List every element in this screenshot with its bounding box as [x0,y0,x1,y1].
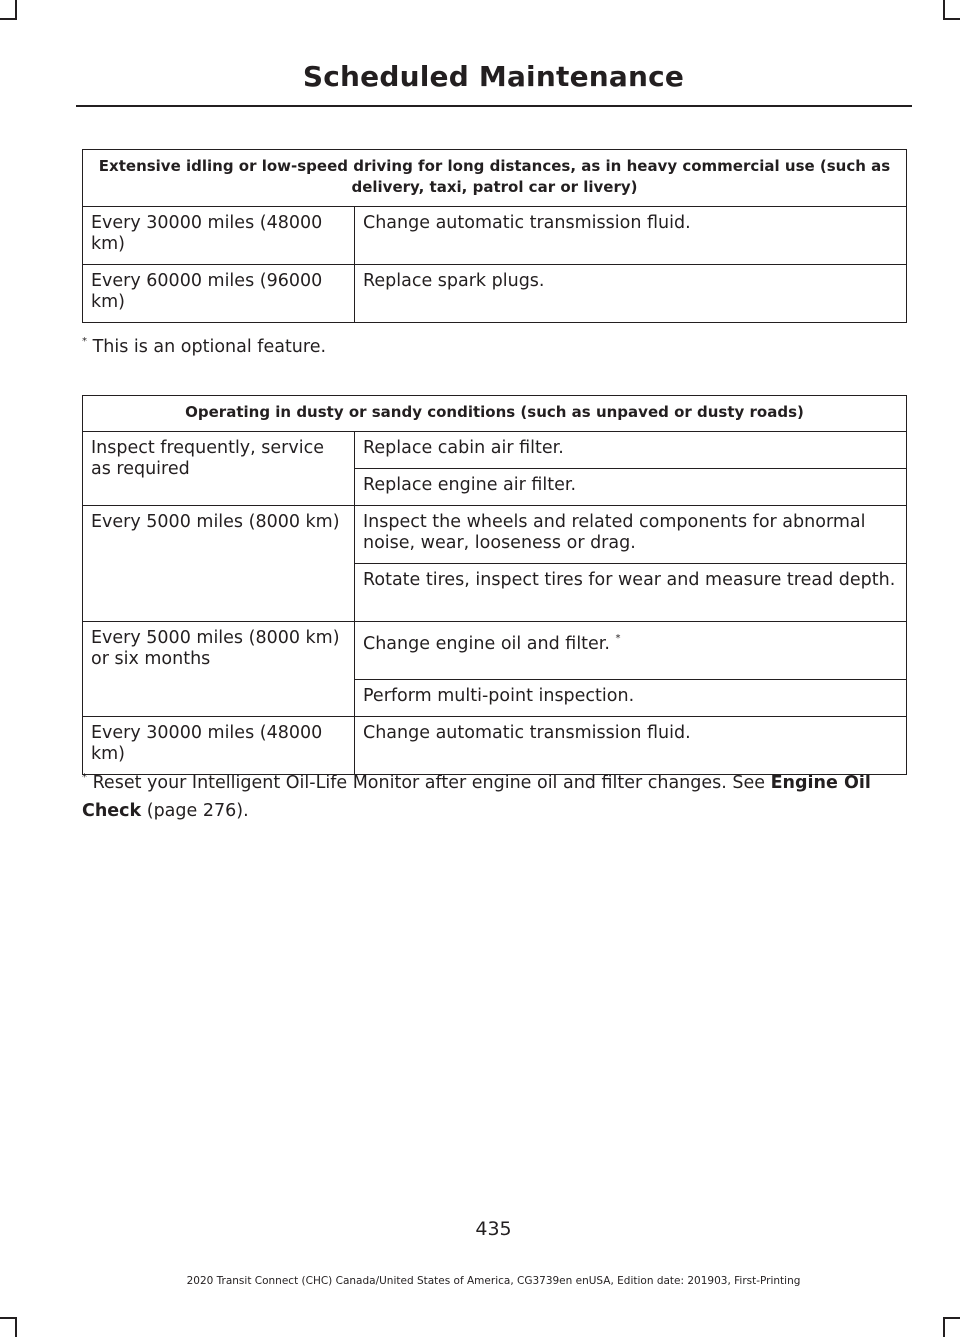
crop-mark [0,1317,17,1319]
maintenance-table-dusty [82,395,907,775]
task-cell [355,622,907,680]
task-cell: Replace engine air filter. [355,469,907,506]
page-number: 435 [475,1218,512,1240]
task-cell: Change automatic transmission fluid. [355,717,907,775]
crop-mark [943,0,945,20]
interval-cell: Every 30000 miles (48000 km) [83,717,355,775]
table-heading: Operating in dusty or sandy conditions (such as unpaved or dusty roads) [83,396,907,432]
crop-mark [15,0,17,20]
footnote-oil-life [82,764,912,825]
engine-oil-check-link[interactable]: Engine Oil Check [82,773,871,821]
task-cell: Perform multi-point inspection. [355,680,907,717]
table-heading: Extensive idling or low-speed driving for long distances, as in heavy commercial use (such as delivery, taxi, patrol car or livery) [83,150,907,207]
table-row [83,506,907,564]
interval-cell: Inspect frequently, service as required [83,432,355,506]
footnote-text: This is an optional feature. [87,337,327,357]
crop-mark [15,1317,17,1337]
maintenance-table-commercial [82,149,907,323]
table-row [83,207,907,265]
footnote-marker: * [82,336,87,347]
crop-mark [943,18,960,20]
edition-footer: 2020 Transit Connect (CHC) Canada/United States of America, CG3739en enUSA, Edition date: 201903, First-Printing [186,1275,801,1287]
task-cell: Rotate tires, inspect tires for wear and measure tread depth. [355,564,907,622]
page-reference: (page 276). [141,801,249,821]
interval-cell: Every 5000 miles (8000 km) or six months [83,622,355,717]
table-row [83,622,907,680]
task-cell: Replace cabin air filter. [355,432,907,469]
footnote-optional [82,328,912,361]
task-cell: Inspect the wheels and related components for abnormal noise, wear, looseness or drag. [355,506,907,564]
crop-mark [0,18,17,20]
task-text: Change engine oil and filter. [363,634,616,654]
crop-mark [943,1317,945,1337]
table-row [83,265,907,323]
interval-cell: Every 60000 miles (96000 km) [83,265,355,323]
footnote-marker: * [82,772,87,783]
page-title: Scheduled Maintenance [302,60,685,93]
interval-cell: Every 5000 miles (8000 km) [83,506,355,622]
crop-mark [943,1317,960,1319]
task-cell: Change automatic transmission fluid. [355,207,907,265]
footnote-marker: * [615,633,621,644]
task-cell: Replace spark plugs. [355,265,907,323]
interval-cell: Every 30000 miles (48000 km) [83,207,355,265]
footnote-text: Reset your Intelligent Oil-Life Monitor after engine oil and filter changes. See [87,773,771,793]
title-rule [76,105,912,107]
table-row [83,432,907,469]
